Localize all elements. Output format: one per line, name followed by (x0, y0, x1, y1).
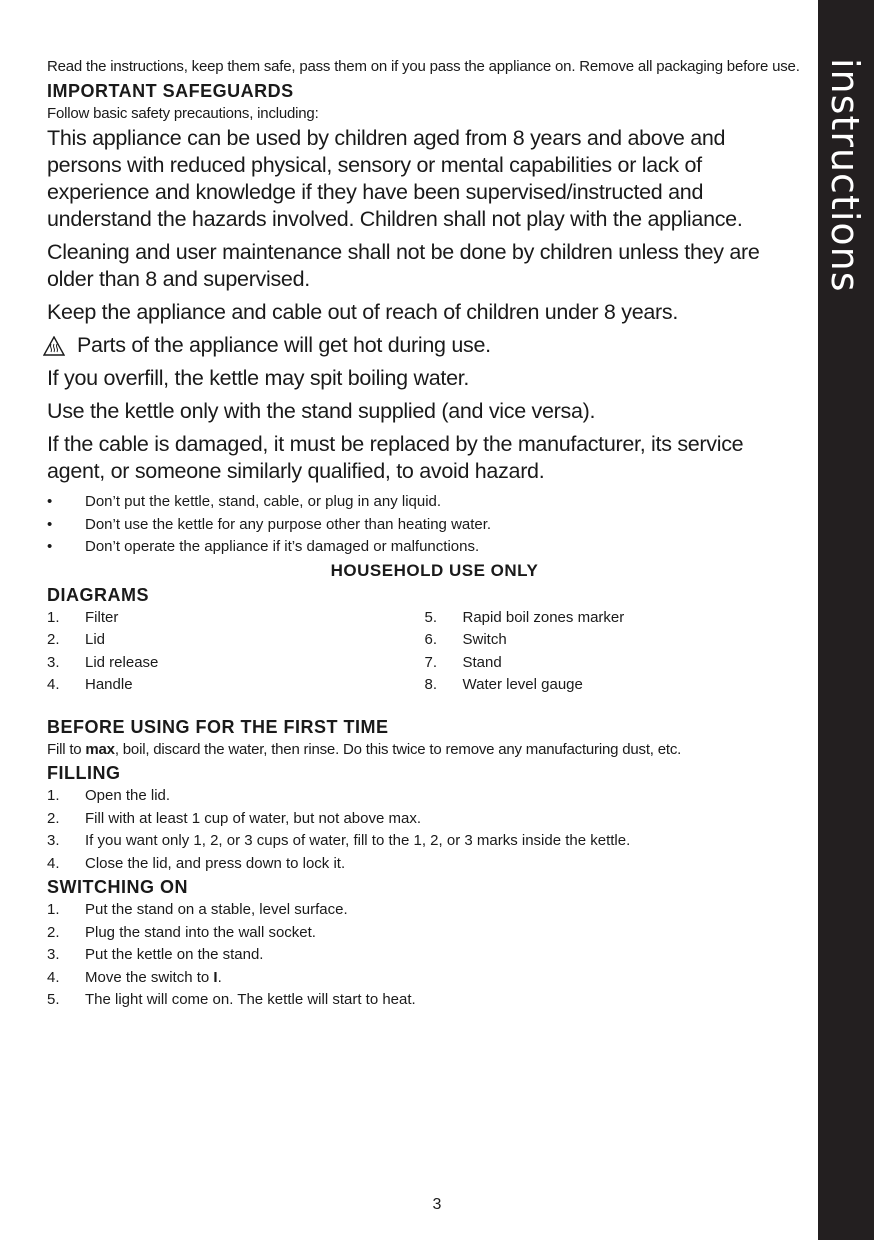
filling-steps (47, 785, 802, 875)
filling-heading: FILLING (47, 763, 121, 783)
safeguards-heading: IMPORTANT SAFEGUARDS (47, 80, 294, 101)
safeguard-cable: If the cable is damaged, it must be replaced by the manufacturer, its service agent, or someone similarly qualified, to avoid hazard. (47, 432, 744, 483)
switching-on-heading: SWITCHING ON (47, 877, 188, 897)
list-item: 4. Handle (47, 676, 133, 693)
safeguard-children: This appliance can be used by children aged from 8 years and above and persons with reduced physical, sensory or mental capabilities or lack of experience and knowledge if they have been supervised/instructed and understand the hazards involved. Children shall not play with the appliance. (47, 126, 743, 231)
list-item: 5. Rapid boil zones marker (424, 608, 625, 626)
list-item: 2. Plug the stand into the wall socket. (47, 923, 316, 941)
list-item: 1. Put the stand on a stable, level surface. (47, 901, 348, 918)
list-item: 1. Filter (47, 608, 119, 626)
safeguard-cleaning: Cleaning and user maintenance shall not be done by children unless they are older than 8 and supervised. (47, 240, 760, 291)
diagrams-left-column (47, 607, 425, 697)
hot-parts-text: Parts of the appliance will get hot during use. (77, 333, 491, 357)
diagrams-list (47, 607, 802, 697)
list-item: • Don’t put the kettle, stand, cable, or plug in any liquid. (47, 493, 442, 510)
diagrams-right-column (425, 607, 803, 697)
hot-surface-warning-icon (43, 336, 65, 356)
first-time-text: Fill to max, boil, discard the water, then rinse. Do this twice to remove any manufacturing dust, etc. (47, 740, 682, 758)
list-item: 3. Lid release (47, 653, 159, 671)
list-item: 3. If you want only 1, 2, or 3 cups of water, fill to the 1, 2, or 3 marks inside the kettle. (47, 832, 631, 849)
diagrams-heading: DIAGRAMS (47, 584, 149, 605)
safeguard-hot-parts (47, 332, 802, 359)
list-item: 2. Lid (47, 631, 106, 648)
list-item: 5. The light will come on. The kettle will start to heat. (47, 991, 416, 1008)
safeguard-stand: Use the kettle only with the stand supplied (and vice versa). (47, 399, 596, 423)
list-item: 4. Move the switch to I. (47, 968, 222, 986)
safety-bullet-list (47, 491, 802, 559)
safeguard-reach: Keep the appliance and cable out of reach of children under 8 years. (47, 300, 679, 324)
sidebar-label: instructions (823, 58, 867, 293)
list-item: 1. Open the lid. (47, 787, 171, 804)
list-item: • Don’t use the kettle for any purpose other than heating water. (47, 515, 492, 533)
safeguards-subtitle: Follow basic safety precautions, including: (47, 104, 319, 122)
switching-on-steps (47, 899, 802, 1012)
list-item: 2. Fill with at least 1 cup of water, but not above max. (47, 809, 422, 827)
list-item: 4. Close the lid, and press down to lock it. (47, 854, 346, 872)
first-time-heading: BEFORE USING FOR THE FIRST TIME (47, 716, 389, 737)
safeguard-overfill: If you overfill, the kettle may spit boiling water. (47, 366, 470, 390)
intro-text: Read the instructions, keep them safe, pass them on if you pass the appliance on. Remove all packaging before use. (47, 58, 800, 75)
list-item: 8. Water level gauge (424, 676, 583, 693)
list-item: • Don’t operate the appliance if it’s damaged or malfunctions. (47, 538, 480, 555)
list-item: 7. Stand (424, 653, 502, 671)
list-item: 6. Switch (424, 631, 507, 648)
page-number: 3 (432, 1196, 442, 1213)
household-use-heading: HOUSEHOLD USE ONLY (330, 560, 539, 580)
list-item: 3. Put the kettle on the stand. (47, 946, 264, 963)
page-content (47, 56, 802, 1012)
